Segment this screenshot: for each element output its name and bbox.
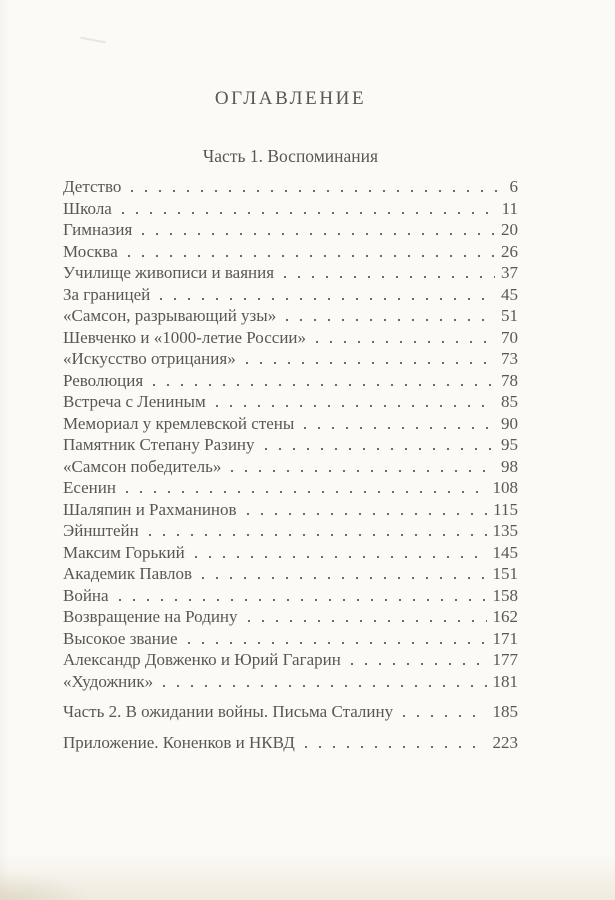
- toc-list-part1: [63, 176, 518, 692]
- toc-entry: [63, 732, 518, 754]
- toc-dot-leader: [283, 275, 495, 279]
- toc-dot-leader: [162, 684, 486, 688]
- toc-entry-label: Революция: [63, 370, 144, 390]
- toc-entry: [63, 585, 518, 607]
- toc-dot-leader: [187, 641, 487, 645]
- toc-entry-page: 158: [492, 585, 518, 605]
- toc-entry-label: «Художник»: [63, 671, 154, 691]
- toc-entry: [63, 701, 518, 723]
- toc-dot-leader: [246, 512, 488, 516]
- toc-entry-page: 177: [492, 650, 518, 669]
- toc-entry-label: Москва: [63, 241, 118, 261]
- toc-entry: [63, 176, 518, 198]
- toc-entry: [63, 456, 518, 478]
- toc-dot-leader: [303, 426, 495, 430]
- toc-entry-page: 223: [492, 732, 518, 752]
- toc-entry-label: Шаляпин и Рахманинов: [63, 499, 237, 519]
- toc-entry-label: Александр Довженко и Юрий Гагарин: [63, 650, 341, 669]
- toc-dot-leader: [194, 555, 487, 559]
- toc-entry: [63, 671, 518, 693]
- toc-entry-label: За границей: [63, 284, 151, 304]
- toc-entry-label: Школа: [63, 198, 112, 218]
- toc-entry-label: «Самсон победитель»: [63, 456, 222, 476]
- toc-dot-leader: [130, 189, 503, 193]
- toc-list-extra: [63, 701, 518, 753]
- toc-entry-page: 90: [501, 413, 518, 433]
- toc-entry-page: 45: [501, 284, 518, 304]
- toc-entry: [63, 434, 518, 456]
- toc-entry-label: Есенин: [63, 478, 116, 497]
- toc-entry-label: Часть 2. В ожидании войны. Письма Сталину: [63, 702, 394, 721]
- toc-entry-label: Приложение. Коненков и НКВД: [63, 732, 295, 752]
- toc-dot-leader: [402, 714, 486, 718]
- toc-entry-page: 151: [492, 564, 518, 583]
- toc-entry-page: 108: [492, 478, 518, 497]
- toc-entry-label: Детство: [63, 177, 122, 196]
- toc-entry-label: «Самсон, разрывающий узы»: [63, 306, 277, 325]
- toc-entry-page: 171: [492, 628, 518, 648]
- toc-entry-label: Высокое звание: [63, 628, 178, 648]
- toc-dot-leader: [230, 469, 495, 473]
- toc-dot-leader: [350, 662, 487, 666]
- toc-entry-page: 115: [493, 499, 518, 519]
- toc-entry: [63, 219, 518, 241]
- toc-dot-leader: [121, 211, 496, 215]
- toc-entry-page: 37: [501, 263, 518, 282]
- toc-entry-page: 162: [492, 607, 518, 626]
- toc-entry-page: 181: [492, 671, 518, 691]
- toc-dot-leader: [118, 598, 487, 602]
- toc-entry-label: Максим Горький: [63, 542, 185, 562]
- toc-entry: [63, 628, 518, 650]
- toc-dot-leader: [141, 232, 495, 236]
- toc-entry: [63, 606, 518, 628]
- toc-entry-page: 85: [501, 392, 518, 411]
- toc-entry-page: 51: [501, 306, 518, 325]
- toc-dot-leader: [247, 619, 487, 623]
- toc-dot-leader: [127, 254, 495, 258]
- toc-entry-page: 6: [509, 177, 518, 196]
- page-bottom-shadow: [0, 852, 615, 900]
- toc-entry: [63, 305, 518, 327]
- toc-entry: [63, 542, 518, 564]
- toc-entry: [63, 477, 518, 499]
- toc-entry: [63, 563, 518, 585]
- toc-entry: [63, 262, 518, 284]
- toc-entry-label: Гимназия: [63, 220, 133, 239]
- toc-dot-leader: [148, 533, 487, 537]
- toc-entry-page: 135: [492, 521, 518, 540]
- toc-entry-page: 26: [501, 241, 518, 261]
- toc-entry-page: 20: [501, 220, 518, 239]
- toc-entry-label: «Искусство отрицания»: [63, 349, 236, 368]
- toc-entry-page: 11: [501, 198, 518, 218]
- toc-entry: [63, 413, 518, 435]
- toc-entry-label: Возвращение на Родину: [63, 607, 238, 626]
- toc-entry-label: Война: [63, 585, 109, 605]
- toc-dot-leader: [264, 447, 495, 451]
- toc-entry-label: Памятник Степану Разину: [63, 435, 255, 454]
- toc-entry: [63, 520, 518, 542]
- toc-dot-leader: [201, 576, 486, 580]
- toc-entry: [63, 241, 518, 263]
- paper-fiber-mark: [80, 37, 106, 44]
- toc-entry-label: Встреча с Лениным: [63, 392, 206, 411]
- section-heading-part1: Часть 1. Воспоминания: [202, 146, 379, 166]
- toc-entry: [63, 370, 518, 392]
- page-title: ОГЛАВЛЕНИЕ: [214, 88, 367, 109]
- toc-dot-leader: [315, 340, 495, 344]
- toc-entry: [63, 391, 518, 413]
- toc-entry-page: 145: [492, 542, 518, 562]
- toc-entry-page: 95: [501, 435, 518, 454]
- page-left-shade: [0, 0, 9, 900]
- toc-entry-page: 73: [501, 349, 518, 368]
- toc-entry: [63, 649, 518, 671]
- toc-entry-label: Мемориал у кремлевской стены: [63, 413, 295, 433]
- toc-entry-label: Академик Павлов: [63, 564, 193, 583]
- toc-dot-leader: [152, 383, 495, 387]
- toc-entry-page: 98: [501, 456, 518, 476]
- toc-dot-leader: [125, 490, 487, 494]
- toc-entry-label: Шевченко и «1000-летие России»: [63, 327, 307, 347]
- toc-entry: [63, 198, 518, 220]
- toc-entry: [63, 348, 518, 370]
- toc-entry-page: 70: [501, 327, 518, 347]
- toc-dot-leader: [304, 745, 487, 749]
- toc-entry-label: Эйнштейн: [63, 521, 139, 540]
- toc-entry: [63, 284, 518, 306]
- toc-entry-label: Училище живописи и ваяния: [63, 263, 275, 282]
- toc-dot-leader: [245, 361, 495, 365]
- toc-entry-page: 78: [501, 370, 518, 390]
- toc-entry: [63, 327, 518, 349]
- toc-entry-page: 185: [492, 702, 518, 721]
- toc-dot-leader: [159, 297, 495, 301]
- toc-entry: [63, 499, 518, 521]
- toc-dot-leader: [285, 318, 495, 322]
- toc-dot-leader: [215, 404, 495, 408]
